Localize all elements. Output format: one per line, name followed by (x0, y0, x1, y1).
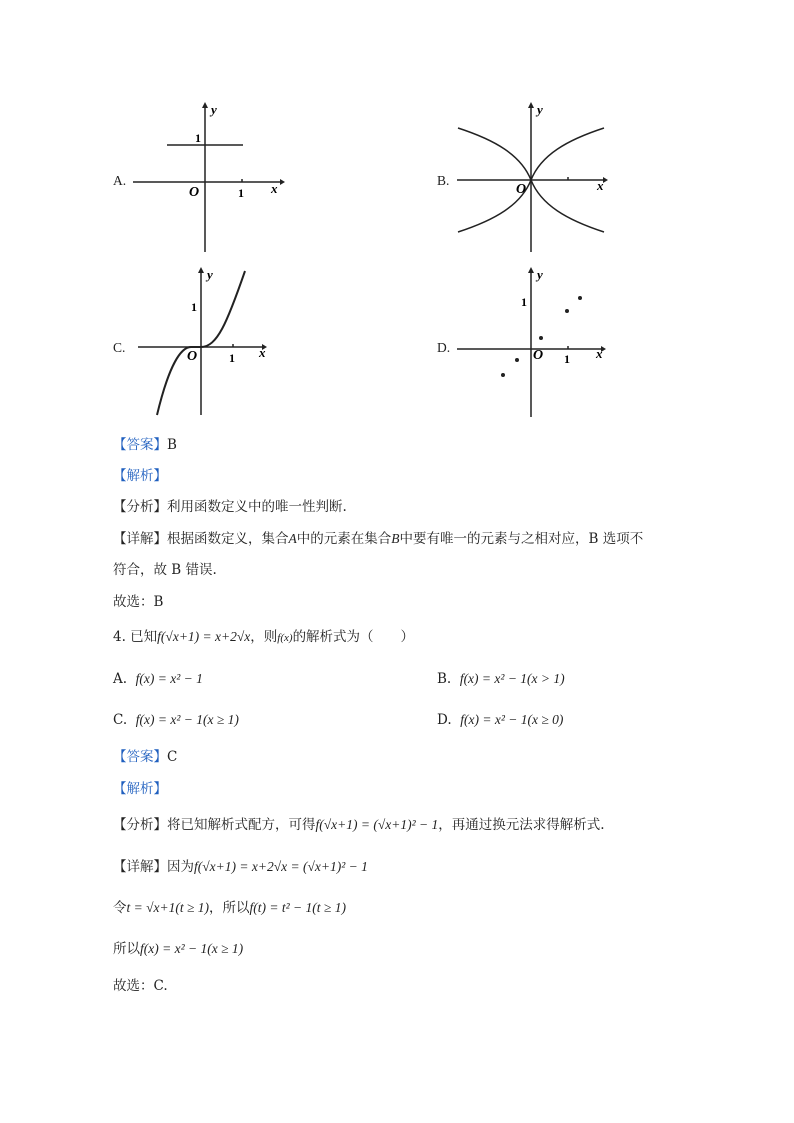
q4-fenxi-line (113, 816, 605, 834)
q4-answer: C (167, 749, 178, 765)
q3-detail-line-2: 符合，故 B 错误. (113, 562, 217, 578)
graph-d-origin: O (533, 348, 544, 363)
q3-answer-line (113, 436, 177, 454)
q4-option-a-label: A. (113, 671, 128, 687)
graph-b (455, 100, 615, 260)
q3-detail-text-3: 中要有唯一的元素与之相对应，B 选项不 (399, 531, 644, 547)
graph-a-one-x: 1 (238, 186, 244, 200)
graph-d (455, 265, 615, 420)
q4-detail-text-1: 因为 (167, 859, 194, 875)
q4-detail-line-2 (113, 899, 346, 917)
graph-d-point (539, 336, 543, 340)
q3-set-a: A (288, 531, 297, 546)
graph-d-point (515, 358, 519, 362)
graph-c-one-y: 1 (191, 300, 197, 314)
q4-detail-line-1 (113, 858, 368, 876)
q4-option-d-label: D. (437, 712, 452, 728)
q4-option-a-formula: f(x) = x² − 1 (135, 671, 203, 686)
graph-a-one-y: 1 (195, 131, 201, 145)
graph-d-point (565, 309, 569, 313)
q4-answer-line (113, 748, 177, 766)
q4-stem-post: 的解析式为（ ） (292, 629, 415, 645)
q4-option-c-label: C. (113, 712, 128, 728)
q3-answer-tag: 【答案】 (113, 437, 167, 453)
q4-stem (113, 628, 414, 647)
q4-line2-mid: ，所以 (209, 900, 250, 916)
graph-a-y-label: y (211, 102, 217, 117)
graph-d-one-y: 1 (521, 295, 527, 309)
q4-fenxi-text-2: ，再通过换元法求得解析式. (438, 817, 605, 833)
q3-fenxi-tag: 【分析】 (113, 499, 167, 515)
graph-d-point (578, 296, 582, 300)
q3-set-b: B (391, 531, 400, 546)
graph-c-label: C. (113, 340, 126, 355)
graph-b-label: B. (437, 173, 450, 188)
q3-choose: 故选：B (113, 594, 164, 610)
q4-option-c-formula: f(x) = x² − 1(x ≥ 1) (135, 712, 239, 727)
q4-line2-formula: t = √x+1(t ≥ 1) (126, 900, 210, 915)
graph-b-y-label: y (537, 102, 543, 117)
graph-d-x-label: x (596, 346, 603, 361)
q4-analysis-tag: 【解析】 (113, 781, 167, 797)
graph-d-point (501, 373, 505, 377)
q4-option-a (113, 670, 203, 688)
graph-b-origin: O (516, 182, 527, 197)
q3-detail-text-1: 根据函数定义，集合 (167, 531, 289, 547)
q4-option-b-label: B. (437, 671, 452, 687)
graph-d-one-x: 1 (564, 352, 570, 366)
graph-c-one-x: 1 (229, 351, 235, 365)
q3-fenxi: 利用函数定义中的唯一性判断. (167, 499, 347, 515)
q4-stem-formula: f(√x+1) = x+2√x (157, 629, 251, 644)
q4-line2-pre: 令 (113, 900, 127, 916)
q4-option-d-formula: f(x) = x² − 1(x ≥ 0) (460, 712, 564, 727)
graph-a-label: A. (113, 173, 127, 188)
graph-c (135, 265, 275, 420)
q4-detail-tag: 【详解】 (113, 859, 167, 875)
graph-b-x-label: x (597, 178, 604, 193)
q4-line3-formula: f(x) = x² − 1(x ≥ 1) (140, 941, 244, 956)
q3-detail-tag: 【详解】 (113, 531, 167, 547)
q3-detail-text-2: 中的元素在集合 (296, 531, 392, 547)
q4-answer-tag: 【答案】 (113, 749, 167, 765)
graph-d-y-label: y (537, 267, 543, 282)
q3-detail-line-1 (113, 530, 643, 548)
graph-c-origin: O (187, 349, 198, 364)
graph-c-y-label: y (207, 267, 213, 282)
q4-detail-line-3 (113, 940, 243, 958)
q4-option-c (113, 711, 239, 729)
graph-a-origin: O (189, 185, 200, 200)
q4-choose: 故选：C. (113, 978, 168, 994)
graph-d-label: D. (437, 340, 451, 355)
q4-stem-pre: 4. 已知 (113, 629, 158, 645)
q4-stem-mid: ，则 (250, 629, 278, 645)
q4-stem-fx: f(x) (277, 632, 293, 644)
q4-line2-formula2: f(t) = t² − 1(t ≥ 1) (249, 900, 346, 915)
q4-option-d (437, 711, 563, 729)
q3-answer: B (167, 437, 177, 453)
q4-fenxi-tag: 【分析】 (113, 817, 167, 833)
q4-fenxi-text-1: 将已知解析式配方，可得 (167, 817, 316, 833)
q4-detail-formula: f(√x+1) = x+2√x = (√x+1)² − 1 (194, 859, 368, 874)
graph-c-x-label: x (259, 345, 266, 360)
q3-analysis-tag: 【解析】 (113, 468, 167, 484)
graph-a (125, 100, 290, 260)
graph-a-x-label: x (271, 181, 278, 196)
q4-option-b-formula: f(x) = x² − 1(x > 1) (459, 671, 565, 686)
q4-line3-pre: 所以 (113, 941, 140, 957)
q3-fenxi-line (113, 498, 347, 516)
q4-fenxi-formula: f(√x+1) = (√x+1)² − 1 (315, 817, 439, 832)
q4-option-b (437, 670, 565, 688)
